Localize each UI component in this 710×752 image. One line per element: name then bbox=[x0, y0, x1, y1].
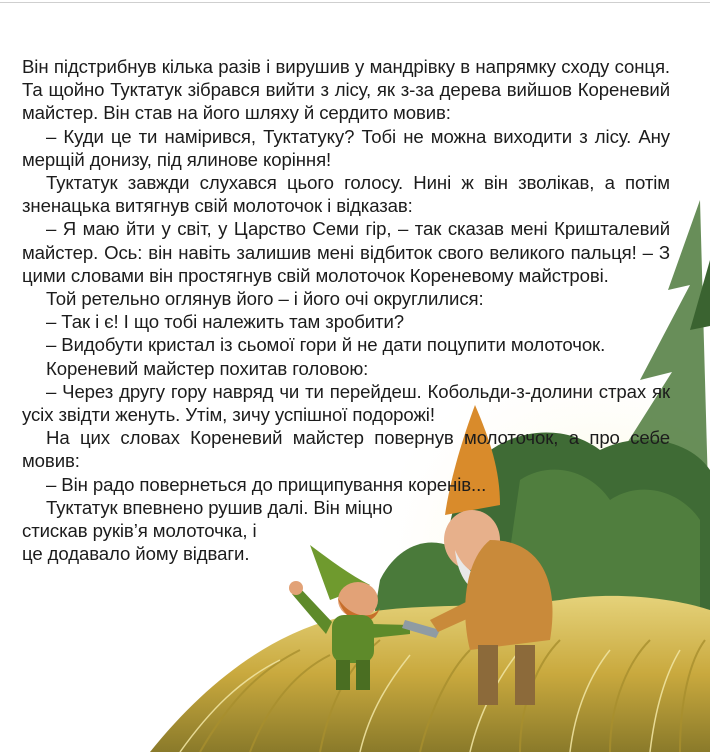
paragraph: – Він радо повернеться до прищипування коренів... bbox=[46, 473, 487, 495]
paragraph: Кореневий майстер похитав головою: bbox=[46, 357, 369, 379]
paragraph: – Видобути кристал із сьомої гори й не дати поцупити молоточок. bbox=[46, 334, 606, 356]
paragraph: – Через другу гору навряд чи ти перейдеш. Кобольди-з-долини страх як усіх звідти женуть. Утім, зичу успішної подорожі! bbox=[22, 380, 670, 426]
story-text bbox=[22, 55, 670, 565]
paragraph: – Куди це ти намірився, Туктатуку? Тобі не можна виходити з лісу. Ану мерщій донизу, під ялинове коріння! bbox=[22, 125, 670, 170]
paragraph: стискав руків’я молоточка, і bbox=[22, 520, 257, 542]
paragraph: – Так і є! І що тобі належить там зробити? bbox=[46, 311, 404, 333]
paragraph: – Я маю йти у світ, у Царство Семи гір, – так сказав мені Кришталевий майстер. Ось: він навіть залишив мені відбиток свого великого пальця! – З цими словами він простягнув свій молоточок Кореневому майстрові. bbox=[22, 218, 670, 286]
paragraph: Він підстрибнув кілька разів і вирушив у мандрівку в напрямку сходу сонця. Та щойно Туктатук зібрався вийти з лісу, як з-за дерева вийшов Кореневий майстер. Він став на його шляху й сердито мовив: bbox=[22, 56, 670, 124]
paragraph: На цих словах Кореневий майстер повернув молоточок, а про себе мовив: bbox=[22, 427, 670, 472]
paragraph: Туктатук завжди слухався цього голосу. Нині ж він зволікав, а потім зненацька витягнув свій молоточок і відказав: bbox=[22, 172, 670, 217]
paragraph: це додавало йому відваги. bbox=[22, 543, 250, 565]
paragraph: Туктатук впевнено рушив далі. Він міцно bbox=[46, 496, 393, 518]
paragraph: Той ретельно оглянув його – і його очі округлилися: bbox=[46, 288, 484, 310]
